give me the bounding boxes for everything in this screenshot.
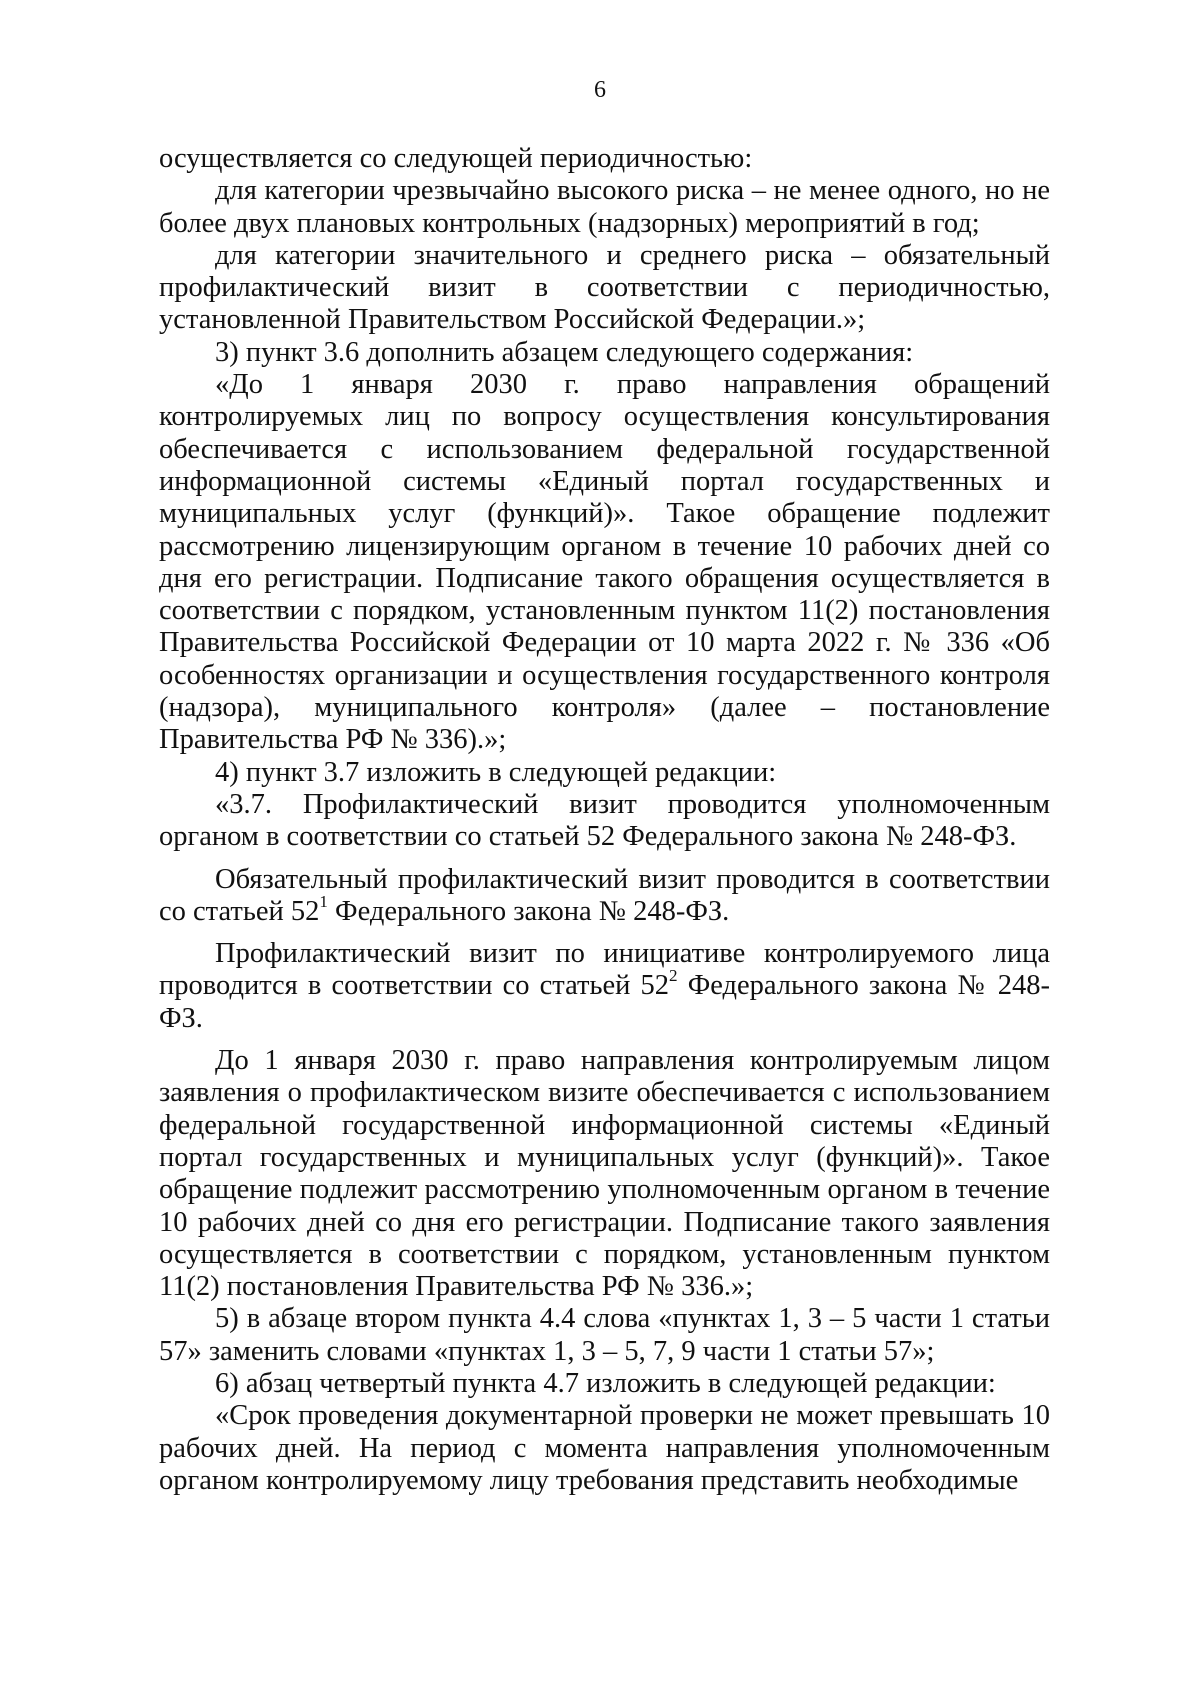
paragraph-initiative-visit-text: Профилактический визит по инициативе контролируемого лица проводится в соответствии со статьей 52: [159, 938, 1050, 1002]
superscript-1: 1: [319, 892, 328, 912]
paragraph-consultation-appeals: «До 1 января 2030 г. право направления обращений контролируемых лиц по вопросу осуществления консультирования обеспечивается с использованием федеральной государственной информационной системы «Единый портал государственных и муниципальных услуг (функций)». Такое обращение подлежит рассмотрению лицензирующим органом в течение 10 рабочих дней со дня его регистрации. Подписание такого обращения осуществляется в соответствии с порядком, установленным пунктом 11(2) постановления Правительства Российской Федерации от 10 марта 2022 г. № 336 «Об особенностях организации и осуществления государственного контроля (надзора), муниципального контроля» (далее – постановление Правительства РФ № 336).»;: [159, 369, 1050, 756]
paragraph-clause-3-7: «3.7. Профилактический визит проводится уполномоченным органом в соответствии со статьей 52 Федерального закона № 248-ФЗ.: [159, 788, 1050, 853]
paragraph-mandatory-visit-tail: Федерального закона № 248-ФЗ.: [327, 895, 730, 927]
superscript-2: 2: [669, 966, 678, 986]
page-number: 6: [594, 77, 606, 103]
paragraph-periodicity-intro: осуществляется со следующей периодичностью:: [159, 143, 753, 174]
paragraph-significant-medium-risk: для категории значительного и среднего риска – обязательный профилактический визит в соответствии с периодичностью, установленной Правительством Российской Федерации.»;: [159, 239, 1050, 336]
paragraph-item-4: 4) пункт 3.7 изложить в следующей редакции:: [215, 756, 777, 788]
paragraph-documentary-check: «Срок проведения документарной проверки не может превышать 10 рабочих дней. На период с момента направления уполномоченным органом контролируемому лицу требования представить необходимые: [159, 1400, 1050, 1496]
paragraph-mandatory-visit-text: Обязательный профилактический визит проводится в соответствии со статьей 52: [159, 863, 1050, 927]
paragraph-item-3: 3) пункт 3.6 дополнить абзацем следующего содержания:: [215, 336, 914, 368]
paragraph-item-5: 5) в абзаце втором пункта 4.4 слова «пунктах 1, 3 – 5 части 1 статьи 57» заменить словами «пунктах 1, 3 – 5, 7, 9 части 1 статьи 57»;: [159, 1303, 1050, 1367]
document-body: [159, 143, 1050, 1497]
paragraph-initiative-visit-tail: Федерального закона № 248-ФЗ.: [159, 970, 1051, 1034]
paragraph-visit-application: До 1 января 2030 г. право направления контролируемым лицом заявления о профилактическом визите обеспечивается с использованием федеральной государственной информационной системы «Единый портал государственных и муниципальных услуг (функций)». Такое обращение подлежит рассмотрению уполномоченным органом в течение 10 рабочих дней со дня его регистрации. Подписание такого заявления осуществляется в соответствии с порядком, установленным пунктом 11(2) постановления Правительства РФ № 336.»;: [159, 1045, 1050, 1303]
paragraph-extremely-high-risk: для категории чрезвычайно высокого риска – не менее одного, но не более двух плановых контрольных (надзорных) мероприятий в год;: [159, 175, 1050, 239]
paragraph-initiative-visit: [159, 938, 1050, 1035]
paragraph-mandatory-visit: [159, 864, 1050, 929]
paragraph-item-6: 6) абзац четвертый пункта 4.7 изложить в следующей редакции:: [215, 1367, 996, 1399]
